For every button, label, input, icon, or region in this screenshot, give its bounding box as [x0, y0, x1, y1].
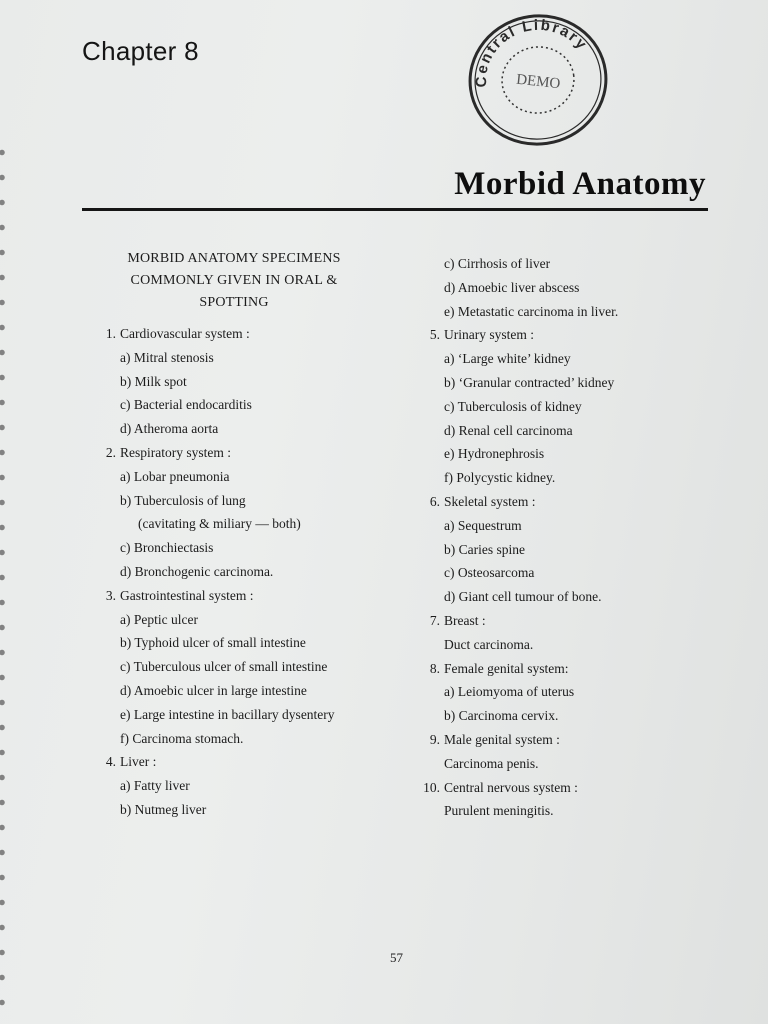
stamp-center-text: DEMO — [515, 71, 562, 93]
list-item-continuation: (cavitating & miliary — both) — [138, 516, 301, 532]
title-rule — [82, 208, 708, 211]
list-section-heading: 9. Male genital system : — [429, 731, 560, 747]
section-heading: MORBID ANATOMY SPECIMENS COMMONLY GIVEN IN ORAL & SPOTTING — [127, 251, 341, 310]
list-section-heading: 5. Urinary system : — [429, 327, 534, 343]
list-item: b) Milk spot — [120, 373, 187, 389]
list-item: b) Tuberculosis of lung — [120, 492, 246, 508]
list-section-heading: 7. Breast : — [429, 612, 486, 628]
list-item: b) Typhoid ulcer of small intestine — [120, 635, 306, 651]
list-item: c) Osteosarcoma — [444, 565, 535, 581]
list-item: d) Amoebic liver abscess — [444, 279, 580, 295]
list-item: f) Polycystic kidney. — [444, 470, 556, 486]
list-item: d) Renal cell carcinoma — [444, 422, 573, 438]
list-item: c) Bacterial endocarditis — [120, 397, 252, 413]
library-stamp-seal — [463, 10, 613, 150]
list-section-heading: 6. Skeletal system : — [429, 493, 536, 509]
list-section-heading: 3. Gastrointestinal system : — [105, 587, 254, 603]
list-item: c) Bronchiectasis — [120, 540, 214, 556]
list-item: c) Tuberculosis of kidney — [444, 398, 582, 414]
list-item: d) Bronchogenic carcinoma. — [120, 563, 274, 579]
page-number: 57 — [390, 950, 403, 965]
stamp-ring-text: Central Library — [472, 16, 591, 88]
list-item: a) Mitral stenosis — [120, 349, 214, 365]
list-section-heading: 1. Cardiovascular system : — [105, 326, 250, 341]
chapter-label: Chapter 8 — [82, 36, 199, 66]
right-column — [418, 252, 678, 823]
list-item-detail: Carcinoma penis. — [444, 755, 539, 771]
list-item: b) Carcinoma cervix. — [444, 708, 559, 724]
list-item: b) Caries spine — [444, 541, 525, 557]
list-item-detail: Duct carcinoma. — [444, 636, 534, 652]
list-item: a) Sequestrum — [444, 517, 522, 533]
spiral-binding-edge — [0, 140, 10, 1020]
list-section-heading: 8. Female genital system: — [429, 660, 569, 676]
list-item: a) Fatty liver — [120, 778, 190, 794]
list-item: d) Atheroma aorta — [120, 421, 219, 437]
list-item: a) Leiomyoma of uterus — [444, 684, 575, 700]
list-item: a) ‘Large white’ kidney — [444, 351, 571, 367]
list-item: e) Metastatic carcinoma in liver. — [444, 303, 619, 319]
list-item: c) Cirrhosis of liver — [444, 256, 551, 271]
list-item: b) ‘Granular contracted’ kidney — [444, 374, 615, 390]
chapter-title: Morbid Anatomy — [454, 166, 706, 202]
list-item: a) Lobar pneumonia — [120, 468, 230, 484]
list-section-heading: 2. Respiratory system : — [105, 444, 231, 460]
list-section-heading: 4. Liver : — [105, 754, 157, 770]
list-item: e) Large intestine in bacillary dysentery — [120, 706, 335, 722]
list-item: d) Amoebic ulcer in large intestine — [120, 682, 307, 698]
list-item: b) Nutmeg liver — [120, 801, 207, 817]
list-section-heading: 10. Central nervous system : — [423, 779, 578, 795]
list-item: f) Carcinoma stomach. — [120, 730, 244, 746]
list-item: a) Peptic ulcer — [120, 611, 198, 627]
list-item-detail: Purulent meningitis. — [444, 803, 554, 819]
list-item: d) Giant cell tumour of bone. — [444, 589, 602, 605]
list-item: e) Hydronephrosis — [444, 446, 545, 462]
left-column — [94, 248, 394, 822]
list-item: c) Tuberculous ulcer of small intestine — [120, 659, 328, 675]
